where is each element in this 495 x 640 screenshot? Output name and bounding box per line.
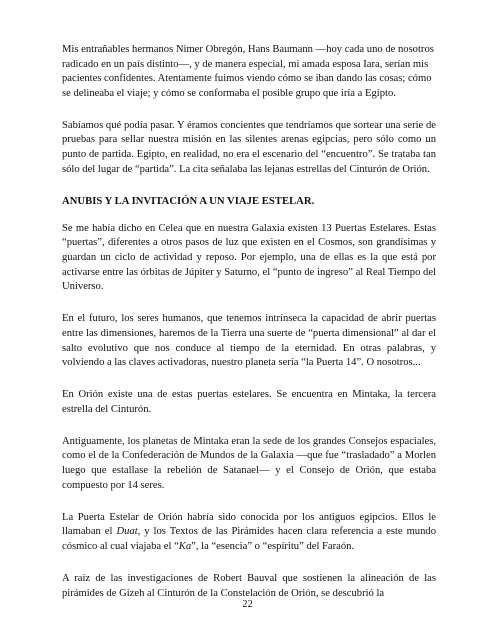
paragraph-confidants: Mis entrañables hermanos Nimer Obregón, Hans Baumann —hoy cada uno de nosotros radicado en un país distinto—, y de manera especial, mi amada esposa Iara, serían mis pacientes confidentes. Atentamente fuimos viendo cómo se iban dando las cosas; cómo se delineaba el viaje; y cómo se conformaba el posible grupo que iría a Egipto. [62,44,434,99]
paragraph-councils: Antiguamente, los planetas de Mintaka eran la sede de los grandes Consejos espaciales, como el de la Confederación de Mundos de la Galaxia —que fue “trasladado” a Morlen luego que estallase la rebelión de Satanael— y el Consejo de Orión, que estaba compuesto por 14 seres. [62,435,436,491]
document-page [62,43,436,619]
paragraph-future: En el futuro, los seres humanos, que tenemos intrínseca la capacidad de abrir puertas entre las dimensiones, haremos de la Tierra una suerte de “puerta dimensional” al dar el salto evolutivo que nos conduce al tiempo de la eternidad. En otras palabras, y volviendo a las claves activadoras, nuestro planeta sería “la Puerta 14”. O nosotros... [62,313,436,369]
egypt-text-part3: ”, la “esencia” o “espíritu” del Faraón. [191,540,355,552]
paragraph-bauval: A raíz de las investigaciones de Robert Bauval que sostienen la alineación de las pirámides de Gizeh al Cinturón de la Constelación de Orión, se descubrió la [62,573,436,599]
paragraph-star-gates: Se me había dicho en Celea que en nuestra Galaxia existen 13 Puertas Estelares. Estas “puertas”, diferentes a otros pasos de luz que existen en el Cosmos, son grandísimas y guardan un ciclo de actividad y reposo. Por ejemplo, una de ellas es la que está por activarse entre las órbitas de Júpiter y Saturno, el “punto de ingreso” al Real Tiempo del Universo. [62,222,436,293]
egypt-term-duat: Duat [116,526,138,538]
paragraph-egyptians [62,511,436,555]
egypt-text-part1: La Puerta Estelar de Orión habría sido conocida por los antiguos egipcios. Ellos le llamaban el [62,511,436,538]
paragraph-tests: Sabíamos qué podía pasar. Y éramos concientes que tendríamos que sortear una serie de pruebas para sellar nuestra misión en las silentes arenas egipcias, pero sólo como un punto de partida. Egipto, en realidad, no era el escenario del “encuentro”. Se trataba tan sólo del lugar de “partida”. La cita señalaba las lejanas estrellas del Cinturón de Orión. [62,119,436,175]
page-number: 22 [242,599,253,610]
section-heading: ANUBIS Y LA INVITACIÓN A UN VIAJE ESTELAR. [62,196,315,208]
egypt-term-ka: Ka [178,540,192,552]
paragraph-orion-mintaka: En Orión existe una de estas puertas estelares. Se encuentra en Mintaka, la tercera estrella del Cinturón. [62,389,436,415]
egypt-text-part2: , y los Textos de las Pirámides hacen clara referencia a este mundo cósmico al cual viajaba el “ [62,526,436,552]
